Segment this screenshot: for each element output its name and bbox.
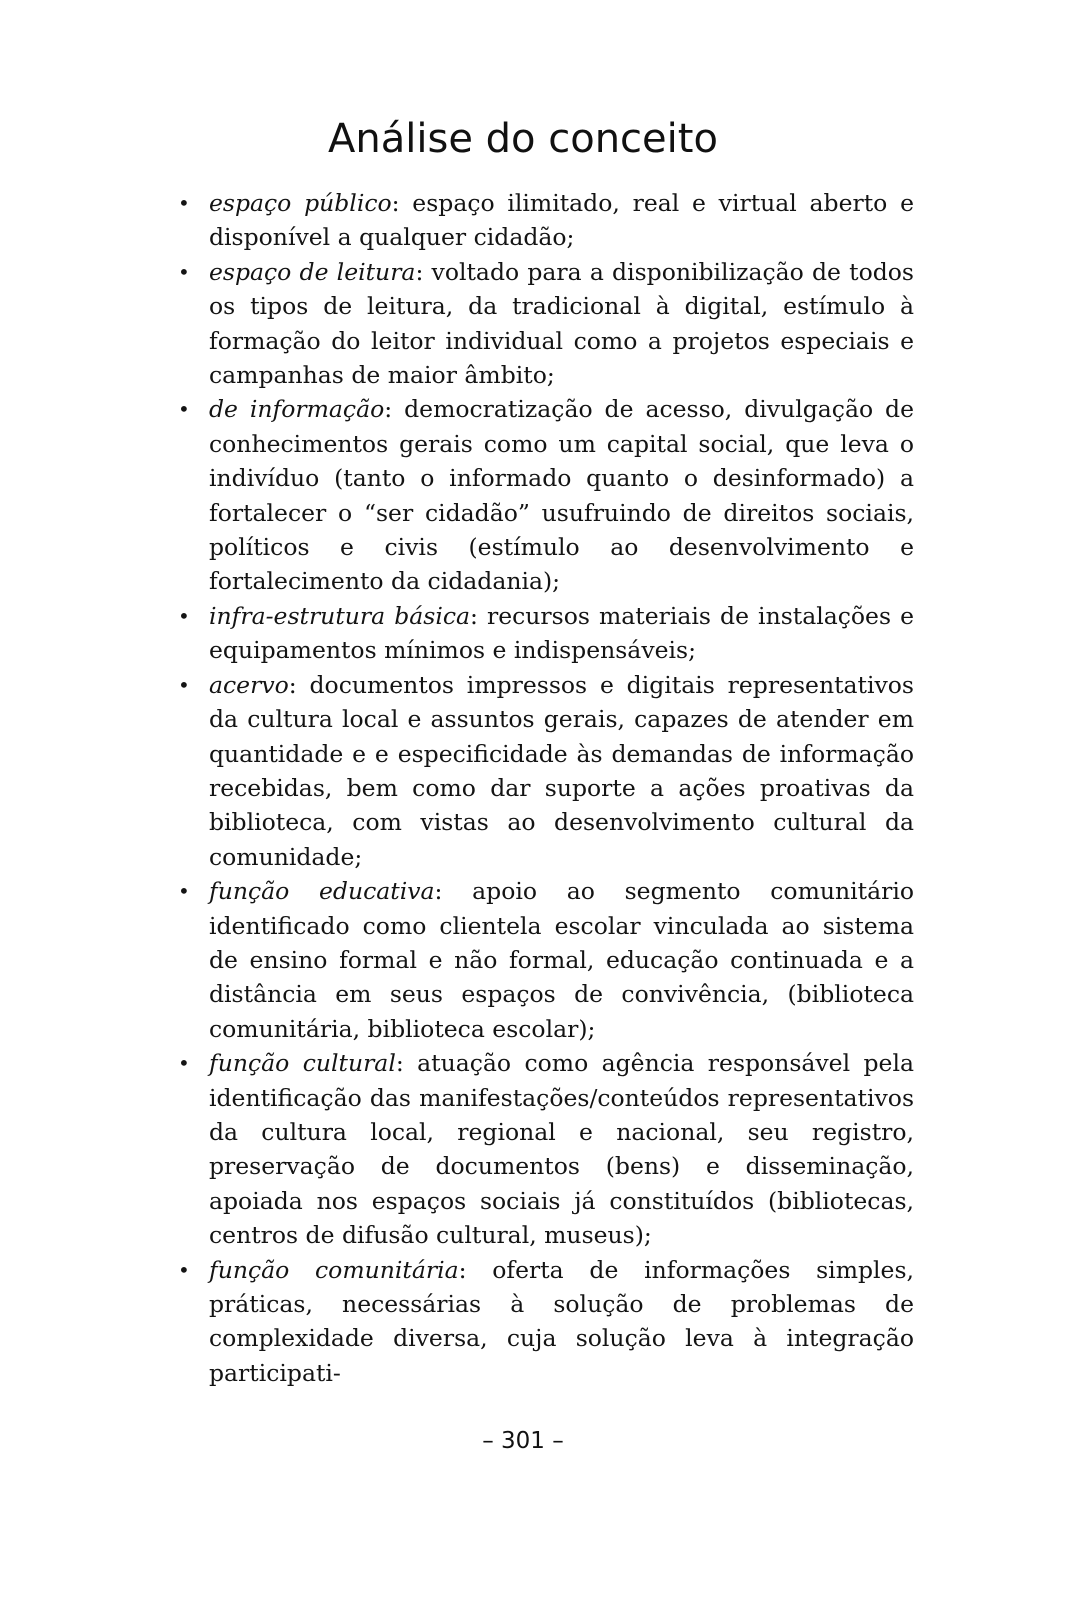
list-item <box>178 255 914 393</box>
list-item <box>178 874 914 1046</box>
item-term: função comunitária <box>209 1255 459 1284</box>
bullet-icon: • <box>178 191 190 215</box>
item-term: espaço público <box>209 189 392 217</box>
bullet-icon: • <box>178 397 190 422</box>
item-text: : voltado para a disponibilização de todos os tipos de leitura, da tradicional à digital, estímulo à formação do leitor individual como a projetos especiais e campanhas de maior âmbito; <box>209 257 914 390</box>
list-item <box>178 186 914 255</box>
bullet-icon: • <box>178 603 190 628</box>
concept-list <box>178 186 914 1390</box>
item-text: : apoio ao segmento comunitário identificado como clientela escolar vinculada ao sistema de ensino formal e não formal, educação continuada e a distância em seus espaços de convivência, (biblioteca comunitária, biblioteca escolar); <box>209 877 914 1043</box>
item-text: : espaço ilimitado, real e virtual aberto e disponível a qualquer cidadão; <box>209 189 914 252</box>
item-term: de informação <box>209 395 385 424</box>
list-item <box>178 668 914 874</box>
item-term: infra-estrutura básica <box>209 601 471 630</box>
item-text: : oferta de informações simples, práticas, necessárias à solução de problemas de complexidade diversa, cuja solução leva à integração participati- <box>209 1255 914 1387</box>
list-item <box>178 1253 914 1391</box>
item-term: espaço de leitura <box>209 257 416 286</box>
item-text: : documentos impressos e digitais representativos da cultura local e assuntos gerais, capazes de atender em quantidade e e especificidade às demandas de informação recebidas, bem como dar suporte a ações proativas da biblioteca, com vistas ao desenvolvimento cultural da comunidade; <box>209 670 914 871</box>
list-item <box>178 599 914 668</box>
bullet-icon: • <box>178 1257 190 1282</box>
item-term: acervo <box>209 670 289 699</box>
bullet-icon: • <box>178 879 190 904</box>
item-term: função educativa <box>209 877 435 906</box>
page-title: Análise do conceito <box>328 116 718 162</box>
item-text: : democratização de acesso, divulgação de conhecimentos gerais como um capital social, que leva o indivíduo (tanto o informado quanto o desinformado) a fortalecer o “ser cidadão” usufruindo de direitos sociais, políticos e civis (estímulo ao desenvolvimento e fortalecimento da cidadania); <box>209 395 915 596</box>
item-text: : atuação como agência responsável pela identificação das manifestações/conteúdos representativos da cultura local, regional e nacional, seu registro, preservação de documentos (bens) e disseminação, apoiada nos espaços sociais já constituídos (bibliotecas, centros de difusão cultural, museus); <box>209 1049 914 1250</box>
list-item <box>178 1046 914 1252</box>
page-number: – 301 – <box>482 1428 564 1454</box>
item-term: função cultural <box>209 1049 396 1078</box>
list-item <box>178 392 914 598</box>
bullet-icon: • <box>178 259 190 284</box>
item-text: : recursos materiais de instalações e equipamentos mínimos e indispensáveis; <box>209 601 914 665</box>
bullet-icon: • <box>178 672 190 697</box>
bullet-icon: • <box>178 1051 190 1076</box>
